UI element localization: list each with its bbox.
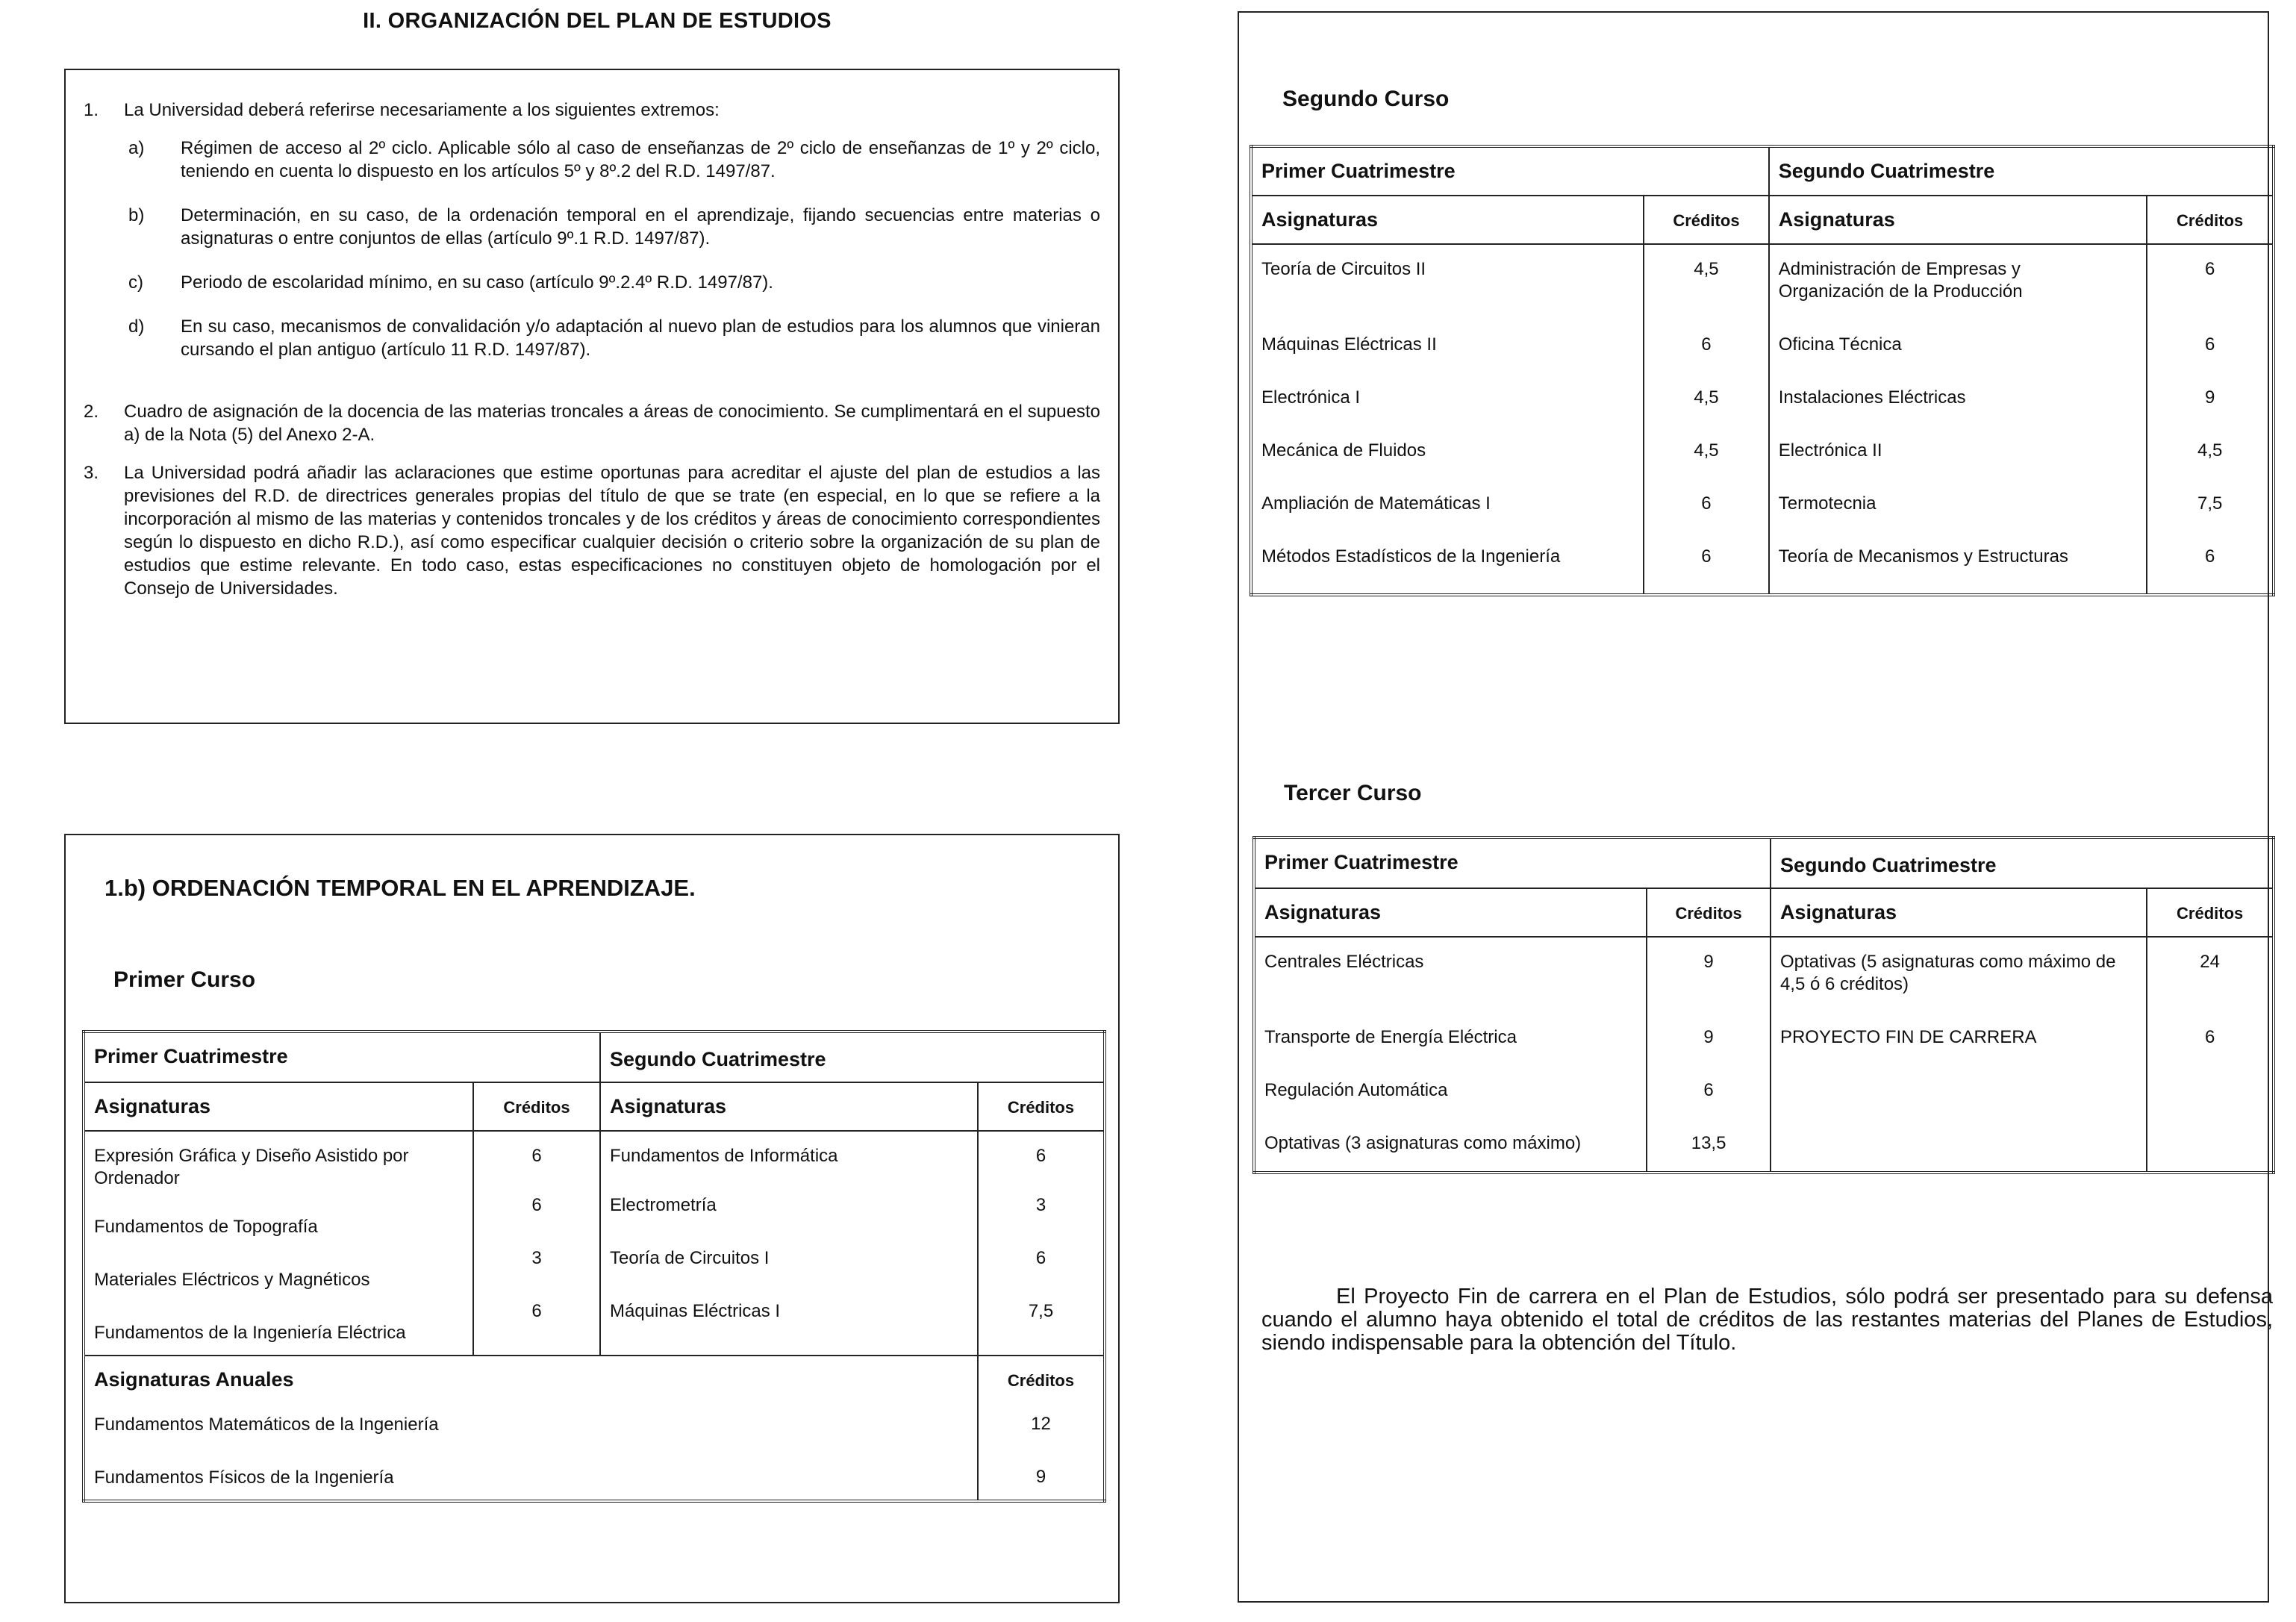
header-segundo-cuatrimestre: Segundo Cuatrimestre (600, 1032, 1105, 1082)
subject-name: Máquinas Eléctricas I (610, 1301, 781, 1321)
sub-item (84, 137, 1100, 183)
subject-name: Centrales Eléctricas (1264, 952, 1424, 972)
header-asignaturas: Asignaturas (1254, 888, 1647, 937)
header-primer-cuatrimestre: Primer Cuatrimestre (84, 1032, 600, 1082)
subject-name: Mecánica de Fluidos (1261, 440, 1426, 461)
sub-item-text: Determinación, en su caso, de la ordenación temporal en el aprendizaje, fijando secuencias entre materias o asignaturas o entre conjuntos de ellas (artículo 9º.1 R.D. 1497/87). (181, 205, 1100, 249)
subject-credits: 6 (1035, 1248, 1046, 1268)
subject-name: Teoría de Circuitos I (610, 1248, 770, 1268)
subject-credits: 7,5 (2197, 493, 2223, 514)
subject-name: Métodos Estadísticos de la Ingeniería (1261, 546, 1561, 567)
header-creditos: Créditos (473, 1082, 600, 1131)
header-asignaturas-anuales: Asignaturas Anuales (94, 1368, 294, 1391)
subject-name: Termotecnia (1778, 493, 1877, 514)
subject-credits: 24 (2200, 952, 2220, 972)
sub-item-letter: b) (128, 205, 145, 225)
header-creditos: Créditos (978, 1082, 1105, 1131)
header-asignaturas: Asignaturas (600, 1082, 978, 1131)
subject-name: Administración de Empresas y Organización de la Producción (1778, 259, 2023, 302)
instructions-box (64, 69, 1120, 724)
subject-name: Fundamentos Matemáticos de la Ingeniería (94, 1414, 439, 1435)
subject-name: Optativas (5 asignaturas como máximo de 4,5 ó 6 créditos) (1779, 952, 2116, 994)
subject-name: Transporte de Energía Eléctrica (1264, 1027, 1517, 1047)
subject-name: Regulación Automática (1264, 1080, 1448, 1100)
subject-name: Teoría de Circuitos II (1261, 259, 1426, 279)
sub-item-text: En su caso, mecanismos de convalidación y/o adaptación al nuevo plan de estudios para los alumnos que vinieran cursando el plan antiguo (artículo 11 R.D. 1497/87). (181, 316, 1100, 360)
header-creditos: Créditos (2147, 196, 2274, 244)
sub-item (84, 204, 1100, 250)
subject-name: Fundamentos de Topografía (94, 1217, 318, 1237)
subject-credits: 6 (1701, 334, 1712, 355)
subject-credits: 6 (1035, 1146, 1046, 1166)
proyecto-note: El Proyecto Fin de carrera en el Plan de Estudios, sólo podrá ser presentado para su defensa cuando el alumno haya obtenido el total de créditos de las restantes materias del Planes de Estudios, siendo indispensable para la obtención del Título. (1261, 1285, 2273, 1355)
sub-item-text: Periodo de escolaridad mínimo, en su caso (artículo 9º.2.4º R.D. 1497/87). (181, 272, 773, 293)
primer-curso-table (82, 1030, 1106, 1503)
header-segundo-cuatrimestre: Segundo Cuatrimestre (1769, 146, 2274, 196)
subject-name: PROYECTO FIN DE CARRERA (1779, 1027, 2037, 1047)
primer-curso-label: Primer Curso (113, 967, 256, 992)
segundo-curso-table (1250, 145, 2275, 596)
header-asignaturas: Asignaturas (84, 1082, 473, 1131)
subject-credits: 6 (2204, 334, 2215, 355)
instructions-list (84, 99, 1100, 615)
subject-credits: 3 (1035, 1195, 1046, 1215)
list-item (84, 400, 1100, 446)
subject-name: Electrónica I (1261, 387, 1361, 408)
header-creditos: Créditos (2147, 888, 2274, 937)
header-asignaturas: Asignaturas (1251, 196, 1644, 244)
subject-name: Electrónica II (1778, 440, 1882, 461)
subject-name: Materiales Eléctricos y Magnéticos (94, 1270, 370, 1290)
subject-credits: 12 (1031, 1414, 1051, 1434)
subject-name: Expresión Gráfica y Diseño Asistido por Ordenador (94, 1146, 409, 1188)
sub-item-letter: a) (128, 138, 145, 158)
subject-name: Teoría de Mecanismos y Estructuras (1778, 546, 2068, 567)
subject-name: Optativas (3 asignaturas como máximo) (1264, 1133, 1582, 1153)
subject-credits: 3 (531, 1248, 542, 1268)
section-title-organizacion: II. ORGANIZACIÓN DEL PLAN DE ESTUDIOS (363, 9, 832, 33)
subject-credits: 6 (1701, 546, 1712, 567)
sub-item (84, 315, 1100, 361)
list-number: 3. (84, 463, 99, 483)
segundo-curso-label: Segundo Curso (1282, 87, 1450, 111)
subject-credits: 6 (531, 1301, 542, 1321)
tercer-curso-label: Tercer Curso (1284, 781, 1422, 805)
tercer-curso-table (1252, 836, 2275, 1174)
subject-credits: 6 (2204, 546, 2215, 567)
subject-credits: 6 (531, 1146, 542, 1166)
subject-name: Fundamentos de la Ingeniería Eléctrica (94, 1323, 406, 1343)
subject-name: Instalaciones Eléctricas (1778, 387, 1966, 408)
subject-name: Fundamentos Físicos de la Ingeniería (94, 1467, 394, 1488)
subject-credits: 6 (1703, 1080, 1714, 1100)
header-asignaturas: Asignaturas (1769, 196, 2147, 244)
subject-credits: 4,5 (1694, 387, 1719, 408)
header-asignaturas: Asignaturas (1771, 888, 2147, 937)
list-item-text: Cuadro de asignación de la docencia de las materias troncales a áreas de conocimiento. Se cumplimentará en el supuesto a) de la Nota (5) del Anexo 2-A. (124, 402, 1100, 445)
subject-credits: 6 (2204, 259, 2215, 279)
subject-name: Electrometría (610, 1195, 717, 1215)
subject-credits: 9 (1703, 952, 1714, 972)
subject-name: Ampliación de Matemáticas I (1261, 493, 1491, 514)
subject-credits: 6 (531, 1195, 542, 1215)
sub-item-text: Régimen de acceso al 2º ciclo. Aplicable sólo al caso de enseñanzas de 2º ciclo de enseñanzas de 1º y 2º ciclo, teniendo en cuenta lo dispuesto en los artículos 5º y 8º.2 del R.D. 1497/87. (181, 138, 1100, 181)
list-number: 1. (84, 100, 99, 120)
subject-name: Fundamentos de Informática (610, 1146, 838, 1166)
subject-name: Oficina Técnica (1778, 334, 1902, 355)
header-primer-cuatrimestre: Primer Cuatrimestre (1251, 146, 1769, 196)
subject-credits: 13,5 (1691, 1133, 1726, 1153)
subject-credits: 4,5 (2197, 440, 2223, 461)
header-creditos: Créditos (1647, 888, 1771, 937)
header-creditos: Créditos (1007, 1371, 1075, 1390)
list-item (84, 99, 1100, 122)
ordenacion-title: 1.b) ORDENACIÓN TEMPORAL EN EL APRENDIZAJE. (104, 875, 696, 901)
list-item-text: La Universidad deberá referirse necesariamente a los siguientes extremos: (124, 100, 720, 120)
subject-credits: 6 (2204, 1027, 2215, 1047)
subject-credits: 4,5 (1694, 259, 1719, 279)
header-primer-cuatrimestre: Primer Cuatrimestre (1254, 837, 1771, 888)
subject-credits: 4,5 (1694, 440, 1719, 461)
sub-item-letter: c) (128, 272, 143, 293)
header-creditos: Créditos (1644, 196, 1769, 244)
subject-credits: 9 (1703, 1027, 1714, 1047)
subject-credits: 7,5 (1028, 1301, 1054, 1321)
subject-credits: 9 (1035, 1467, 1046, 1487)
subject-name: Máquinas Eléctricas II (1261, 334, 1437, 355)
sub-item-letter: d) (128, 316, 145, 337)
subject-credits: 9 (2204, 387, 2215, 408)
list-item-text: La Universidad podrá añadir las aclaraciones que estime oportunas para acreditar el ajuste del plan de estudios a las previsiones del R.D. de directrices generales propias del título de que se trate (en especial, en lo que se refiere a la incorporación al mismo de las materias y contenidos troncales y de los créditos y áreas de conocimiento correspondientes según lo dispuesto en dicho R.D.), así como especificar cualquier decisión o criterio sobre la organización de su plan de estudios que estime relevante. En todo caso, estas especificaciones no constituyen objeto de homologación por el Consejo de Universidades. (124, 463, 1100, 599)
subject-credits: 6 (1701, 493, 1712, 514)
list-number: 2. (84, 402, 99, 422)
sub-item (84, 271, 1100, 294)
list-item (84, 461, 1100, 600)
header-segundo-cuatrimestre: Segundo Cuatrimestre (1771, 837, 2274, 888)
